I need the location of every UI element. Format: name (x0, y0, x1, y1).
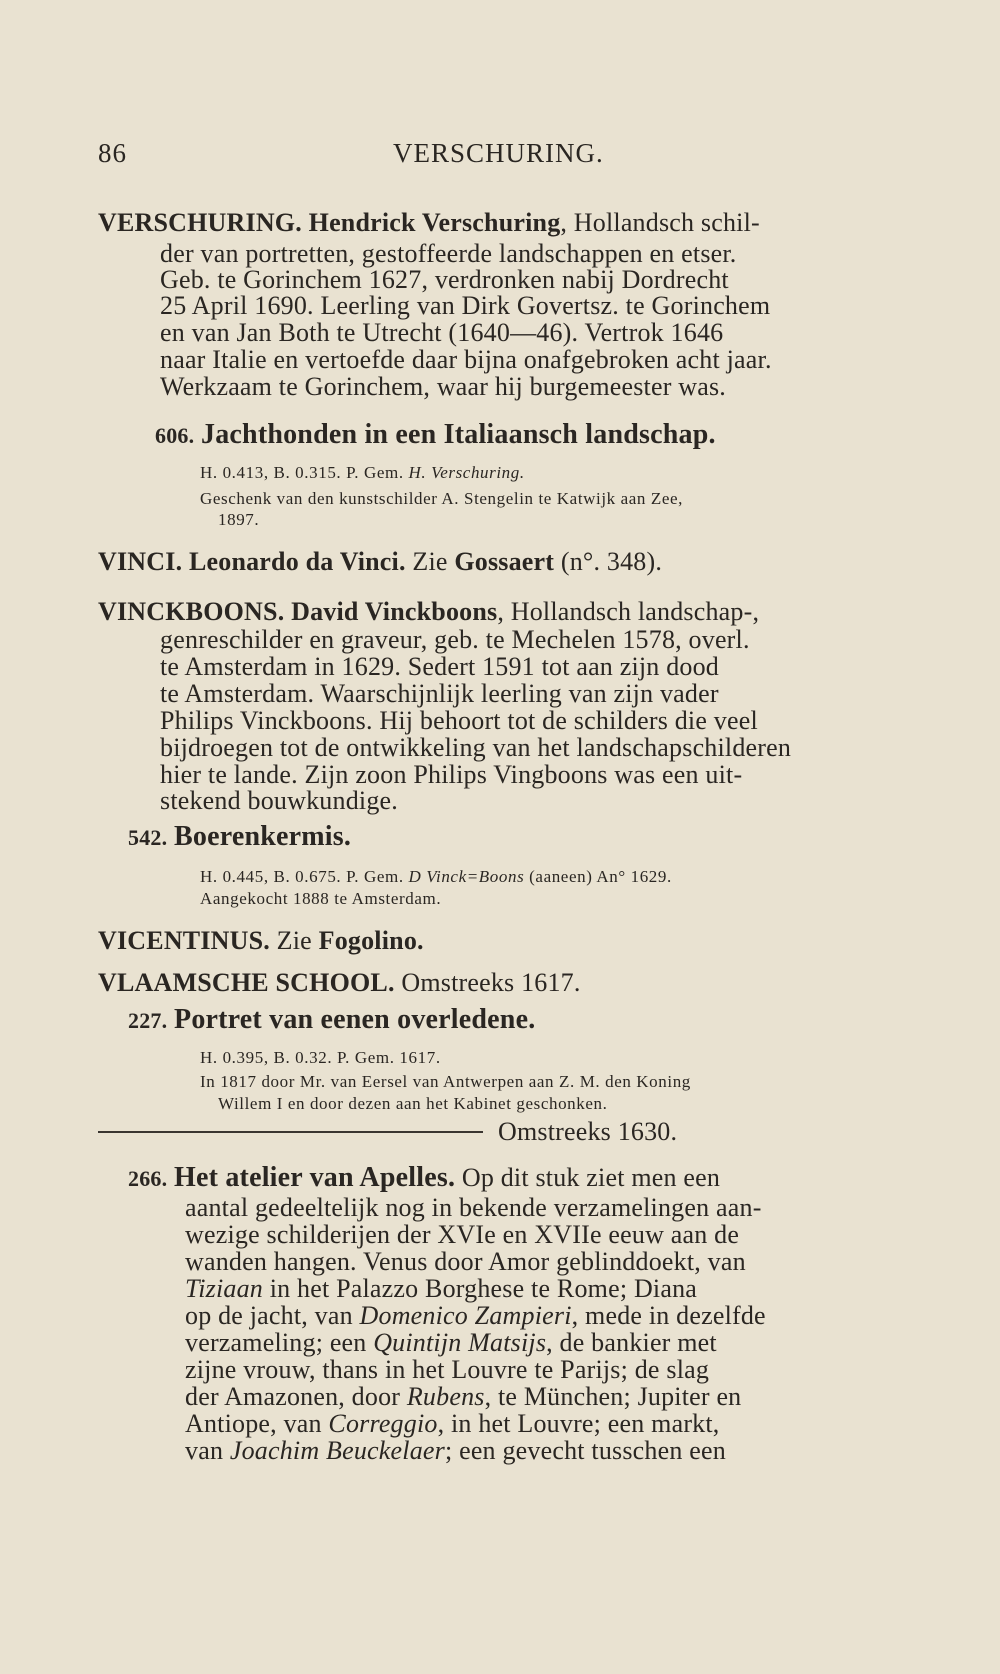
description-text: van (185, 1436, 230, 1465)
entry-text-line: te Amsterdam. Waarschijnlijk leerling van zijn vader (160, 679, 719, 708)
school-date-2: Omstreeks 1630. (498, 1117, 678, 1146)
artist-full-name: Leonardo da Vinci. (188, 547, 406, 576)
artist-reference: Joachim Beuckelaer (229, 1436, 445, 1465)
artist-reference: Correggio (328, 1409, 438, 1438)
artist-reference: Domenico Zampieri (359, 1301, 572, 1330)
description-text: verzameling; een (185, 1328, 374, 1357)
work-provenance: Aangekocht 1888 te Amsterdam. (200, 889, 442, 908)
entry-text-line: der van portretten, gestoffeerde landschappen en etser. (160, 239, 737, 268)
work-title: Portret van eenen overledene. (174, 1004, 536, 1035)
work-description: Op dit stuk ziet men een (461, 1163, 721, 1192)
artist-reference: Tiziaan (185, 1274, 263, 1303)
description-text: , in het Louvre; een markt, (437, 1409, 720, 1438)
school-date: Omstreeks 1617. (401, 968, 581, 997)
see-text: Zie (412, 547, 448, 576)
entry-vicentinus (98, 926, 424, 956)
work-description-line (185, 1436, 726, 1466)
work-dimensions: H. 0.413, B. 0.315. P. Gem. (200, 463, 404, 482)
separator-rule (98, 1131, 483, 1133)
entry-name: VINCI. (98, 547, 183, 576)
entry-text-line: Philips Vinckboons. Hij behoort tot de schilders die veel (160, 706, 758, 735)
entry-text-line: stekend bouwkundige. (160, 786, 398, 815)
work-606 (155, 420, 716, 451)
work-227 (128, 1005, 535, 1036)
entry-name: VICENTINUS. (98, 926, 270, 955)
entry-verschuring-line-1 (98, 208, 760, 238)
work-description-line (185, 1274, 697, 1304)
entry-text-line: te Amsterdam in 1629. Sedert 1591 tot aan zijn dood (160, 652, 719, 681)
see-reference: Gossaert (454, 547, 555, 576)
work-description-line (185, 1328, 717, 1358)
work-description-line (185, 1301, 766, 1331)
artist-reference: Quintijn Matsijs (373, 1328, 547, 1357)
work-description-line: wezige schilderijen der XVIe en XVIIe eeuw aan de (185, 1220, 740, 1249)
work-provenance: In 1817 door Mr. van Eersel van Antwerpen aan Z. M. den Koning (200, 1072, 691, 1091)
work-provenance: 1897. (218, 510, 260, 529)
work-266-line-1 (128, 1163, 720, 1194)
see-reference: Fogolino. (318, 926, 424, 955)
work-number: 227. (128, 1008, 168, 1033)
entry-name: VINCKBOONS. (98, 597, 285, 626)
work-provenance: Geschenk van den kunstschilder A. Stengelin te Katwijk aan Zee, (200, 489, 683, 508)
work-signature: D Vinck=Boons (408, 867, 525, 886)
entry-vlaamsche-school (98, 968, 581, 998)
description-text: op de jacht, van (185, 1301, 360, 1330)
entry-vinci (98, 547, 662, 577)
description-text: , mede in dezelfde (571, 1301, 766, 1330)
entry-text-line: genreschilder en graveur, geb. te Mechelen 1578, overl. (160, 625, 750, 654)
see-text: Zie (276, 926, 312, 955)
work-date: (aaneen) An° 1629. (529, 867, 672, 886)
description-text: in het Palazzo Borghese te Rome; Diana (263, 1274, 698, 1303)
entry-text: , Hollandsch landschap-, (497, 597, 760, 626)
entry-text-line: Werkzaam te Gorinchem, waar hij burgemeester was. (160, 372, 726, 401)
artist-reference: Rubens (406, 1382, 485, 1411)
work-number: 606. (155, 423, 195, 448)
entry-vinckboons-line-1 (98, 597, 759, 627)
work-provenance: Willem I en door dezen aan het Kabinet geschonken. (218, 1094, 608, 1113)
description-text: , de bankier met (546, 1328, 717, 1357)
work-description-line: zijne vrouw, thans in het Louvre te Parijs; de slag (185, 1355, 710, 1384)
work-dimensions: H. 0.445, B. 0.675. P. Gem. (200, 867, 404, 886)
artist-full-name: David Vinckboons (291, 597, 498, 626)
work-signature: H. Verschuring. (408, 463, 525, 482)
work-542 (128, 822, 351, 853)
entry-name: VERSCHURING. (98, 208, 302, 237)
running-title: VERSCHURING. (393, 138, 604, 168)
artist-full-name: Hendrick Verschuring (308, 208, 561, 237)
work-details (200, 866, 672, 888)
page-number: 86 (98, 138, 127, 168)
description-text: ; een gevecht tusschen een (444, 1436, 726, 1465)
work-description-line (185, 1382, 741, 1412)
entry-text-line: bijdroegen tot de ontwikkeling van het landschapschilderen (160, 733, 792, 762)
work-title: Boerenkermis. (174, 821, 352, 852)
description-text: , te München; Jupiter en (484, 1382, 742, 1411)
work-description-line: aantal gedeeltelijk nog in bekende verzamelingen aan- (185, 1193, 762, 1222)
entry-text-line: en van Jan Both te Utrecht (1640—46). Vertrok 1646 (160, 318, 724, 347)
description-text: der Amazonen, door (185, 1382, 407, 1411)
work-description-line: wanden hangen. Venus door Amor geblinddoekt, van (185, 1247, 746, 1276)
work-details (200, 462, 525, 484)
work-details: H. 0.395, B. 0.32. P. Gem. 1617. (200, 1048, 441, 1067)
work-title: Jachthonden in een Italiaansch landschap. (201, 419, 716, 450)
see-number: (n°. 348). (560, 547, 663, 576)
entry-text-line: naar Italie en vertoefde daar bijna onafgebroken acht jaar. (160, 345, 772, 374)
entry-name: VLAAMSCHE SCHOOL. (98, 968, 395, 997)
work-number: 542. (128, 825, 168, 850)
description-text: Antiope, van (185, 1409, 329, 1438)
work-description-line (185, 1409, 720, 1439)
work-number: 266. (128, 1166, 168, 1191)
entry-text-line: hier te lande. Zijn zoon Philips Vingboons was een uit- (160, 760, 743, 789)
work-title: Het atelier van Apelles. (174, 1162, 456, 1193)
entry-text-line: 25 April 1690. Leerling van Dirk Govertsz. te Gorinchem (160, 291, 771, 320)
entry-text-line: Geb. te Gorinchem 1627, verdronken nabij Dordrecht (160, 265, 729, 294)
entry-text: , Hollandsch schil- (560, 208, 760, 237)
